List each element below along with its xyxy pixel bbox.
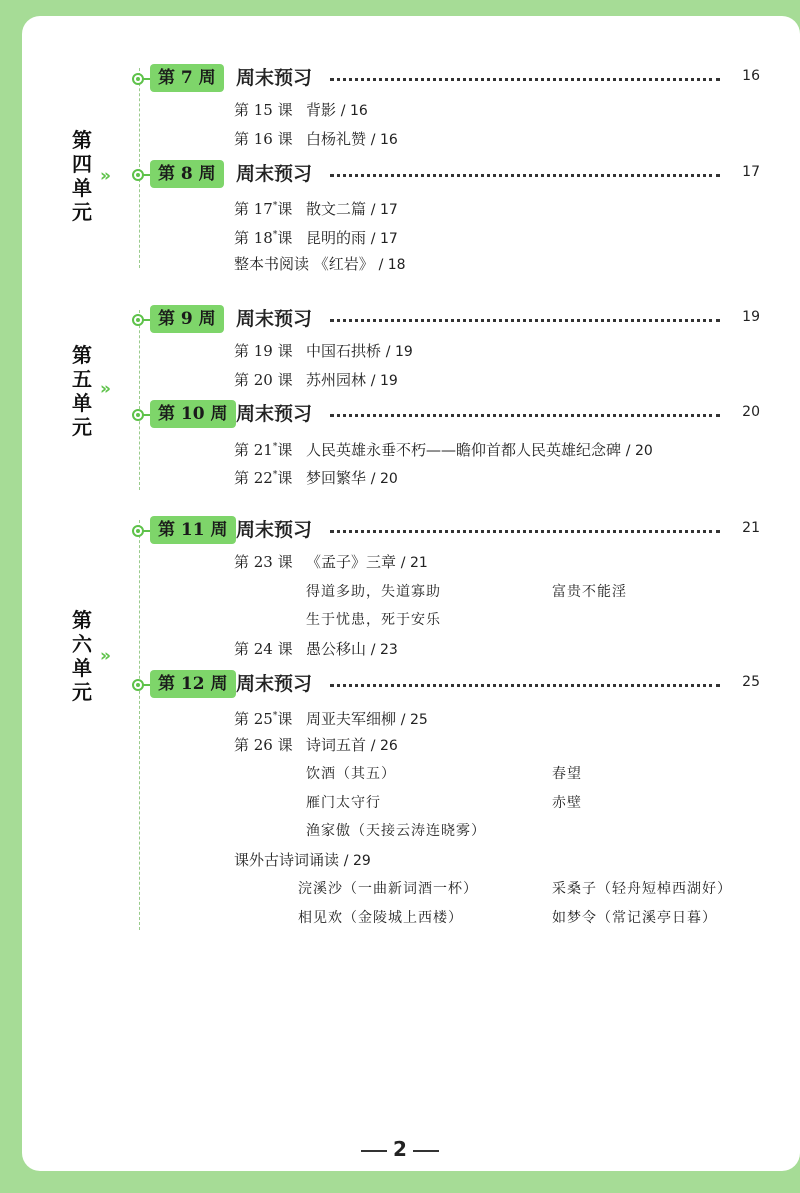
- lesson-page: / 16: [370, 132, 398, 148]
- lesson-title: 梦回繁华: [306, 469, 367, 487]
- week-title: 周末预习: [236, 308, 313, 330]
- week-page: 20: [742, 404, 760, 420]
- extra-title: 课外古诗词诵读: [234, 851, 340, 869]
- page-number-text: 2: [393, 1137, 407, 1161]
- week-page: 16: [742, 68, 760, 84]
- page-number: [0, 1137, 800, 1161]
- star-mark: *: [272, 470, 278, 480]
- lesson-page: / 16: [340, 103, 368, 119]
- lesson-21[interactable]: [234, 437, 653, 461]
- star-mark: *: [272, 711, 278, 721]
- leader-dots: [330, 414, 720, 417]
- star-mark: *: [272, 201, 278, 211]
- week-badge: 第 9 周: [150, 305, 224, 333]
- week-title: 周末预习: [236, 673, 313, 695]
- week-7-row[interactable]: [130, 64, 760, 92]
- poem-item[interactable]: 饮酒（其五）: [306, 766, 396, 782]
- lesson-page: / 23: [370, 642, 398, 658]
- week-9-row[interactable]: [130, 305, 760, 333]
- poem-item[interactable]: 渔家傲（天接云涛连晓雾）: [306, 823, 486, 839]
- lesson-title: 昆明的雨: [306, 229, 367, 247]
- extra-reading[interactable]: [234, 850, 371, 871]
- week-title: 周末预习: [236, 163, 313, 185]
- chevron-right-icon: »: [100, 646, 111, 666]
- lesson-page: / 29: [343, 853, 371, 869]
- poem-item[interactable]: 采桑子（轻舟短棹西湖好）: [552, 881, 732, 897]
- lesson-suffix: 课: [277, 710, 293, 728]
- lesson-page: / 17: [370, 231, 398, 247]
- star-mark: *: [272, 230, 278, 240]
- lesson-title: 散文二篇: [306, 200, 367, 218]
- lesson-title: 人民英雄永垂不朽——瞻仰首都人民英雄纪念碑: [306, 441, 622, 459]
- lesson-number: 第 18: [234, 229, 273, 247]
- lesson-page: / 20: [625, 443, 653, 459]
- lesson-page: / 17: [370, 202, 398, 218]
- lesson-title: 苏州园林: [306, 371, 367, 389]
- poem-item[interactable]: 春望: [552, 766, 582, 782]
- lesson-18[interactable]: [234, 225, 398, 249]
- whole-book-reading[interactable]: [234, 254, 406, 275]
- week-page: 21: [742, 520, 760, 536]
- leader-dots: [330, 530, 720, 533]
- dash: [361, 1150, 387, 1152]
- week-page: 19: [742, 309, 760, 325]
- poem-item[interactable]: 如梦令（常记溪亭日暮）: [552, 910, 717, 926]
- lesson-26[interactable]: [234, 735, 398, 756]
- lesson-15[interactable]: [234, 100, 368, 121]
- unit-4-label: [72, 128, 111, 224]
- lesson-number: 第 26 课: [234, 736, 293, 754]
- leader-dots: [330, 319, 720, 322]
- week-11-row[interactable]: [130, 516, 760, 544]
- week-badge: 第 8 周: [150, 160, 224, 188]
- lesson-number: 第 16 课: [234, 130, 293, 148]
- week-badge: 第 7 周: [150, 64, 224, 92]
- lesson-page: / 26: [370, 738, 398, 754]
- lesson-number: 第 22: [234, 469, 273, 487]
- leader-dots: [330, 684, 720, 687]
- lesson-number: 第 25: [234, 710, 273, 728]
- week-8-row[interactable]: [130, 160, 760, 188]
- sub-item[interactable]: 生于忧患，死于安乐: [306, 612, 441, 628]
- unit-6-text: 第六单元: [72, 608, 92, 704]
- leader-dots: [330, 174, 720, 177]
- week-page: 17: [742, 164, 760, 180]
- leader-dots: [330, 78, 720, 81]
- lesson-number: 第 19 课: [234, 342, 293, 360]
- unit-6-label: [72, 608, 111, 704]
- lesson-19[interactable]: [234, 341, 413, 362]
- star-mark: *: [272, 442, 278, 452]
- book-title: 整本书阅读 《红岩》: [234, 255, 374, 273]
- lesson-suffix: 课: [277, 200, 293, 218]
- lesson-page: / 18: [378, 257, 406, 273]
- poem-item[interactable]: 赤壁: [552, 795, 582, 811]
- lesson-16[interactable]: [234, 129, 398, 150]
- week-badge: 第 12 周: [150, 670, 236, 698]
- lesson-title: 中国石拱桥: [306, 342, 382, 360]
- unit-4-text: 第四单元: [72, 128, 92, 224]
- chevron-right-icon: »: [100, 166, 111, 186]
- lesson-page: / 21: [400, 555, 428, 571]
- sub-item[interactable]: 富贵不能淫: [552, 584, 627, 600]
- week-title: 周末预习: [236, 519, 313, 541]
- lesson-number: 第 20 课: [234, 371, 293, 389]
- sub-item[interactable]: 得道多助，失道寡助: [306, 584, 441, 600]
- poem-item[interactable]: 浣溪沙（一曲新词酒一杯）: [298, 881, 478, 897]
- week-badge: 第 11 周: [150, 516, 236, 544]
- lesson-23[interactable]: [234, 552, 428, 573]
- unit-5-label: [72, 343, 111, 439]
- chevron-right-icon: »: [100, 379, 111, 399]
- lesson-title: 背影: [306, 101, 337, 119]
- week-title: 周末预习: [236, 403, 313, 425]
- week-10-row[interactable]: [130, 400, 760, 428]
- week-title: 周末预习: [236, 67, 313, 89]
- lesson-title: 诗词五首: [306, 736, 367, 754]
- lesson-number: 第 15 课: [234, 101, 293, 119]
- lesson-24[interactable]: [234, 639, 398, 660]
- week-page: 25: [742, 674, 760, 690]
- lesson-title: 白杨礼赞: [306, 130, 367, 148]
- poem-item[interactable]: 雁门太守行: [306, 795, 381, 811]
- lesson-number: 第 17: [234, 200, 273, 218]
- lesson-17[interactable]: [234, 196, 398, 220]
- unit-5-text: 第五单元: [72, 343, 92, 439]
- lesson-page: / 19: [385, 344, 413, 360]
- lesson-number: 第 23 课: [234, 553, 293, 571]
- lesson-22[interactable]: [234, 465, 398, 489]
- lesson-suffix: 课: [277, 229, 293, 247]
- lesson-title: 周亚夫军细柳: [306, 710, 397, 728]
- lesson-suffix: 课: [277, 441, 293, 459]
- lesson-title: 愚公移山: [306, 640, 367, 658]
- lesson-page: / 20: [370, 471, 398, 487]
- lesson-title: 《孟子》三章: [306, 553, 397, 571]
- lesson-25[interactable]: [234, 706, 428, 730]
- lesson-number: 第 21: [234, 441, 273, 459]
- unit-6-timeline: [139, 520, 140, 930]
- lesson-page: / 25: [400, 712, 428, 728]
- dash: [413, 1150, 439, 1152]
- week-12-row[interactable]: [130, 670, 760, 698]
- lesson-suffix: 课: [277, 469, 293, 487]
- lesson-20[interactable]: [234, 370, 398, 391]
- lesson-page: / 19: [370, 373, 398, 389]
- lesson-number: 第 24 课: [234, 640, 293, 658]
- week-badge: 第 10 周: [150, 400, 236, 428]
- poem-item[interactable]: 相见欢（金陵城上西楼）: [298, 910, 463, 926]
